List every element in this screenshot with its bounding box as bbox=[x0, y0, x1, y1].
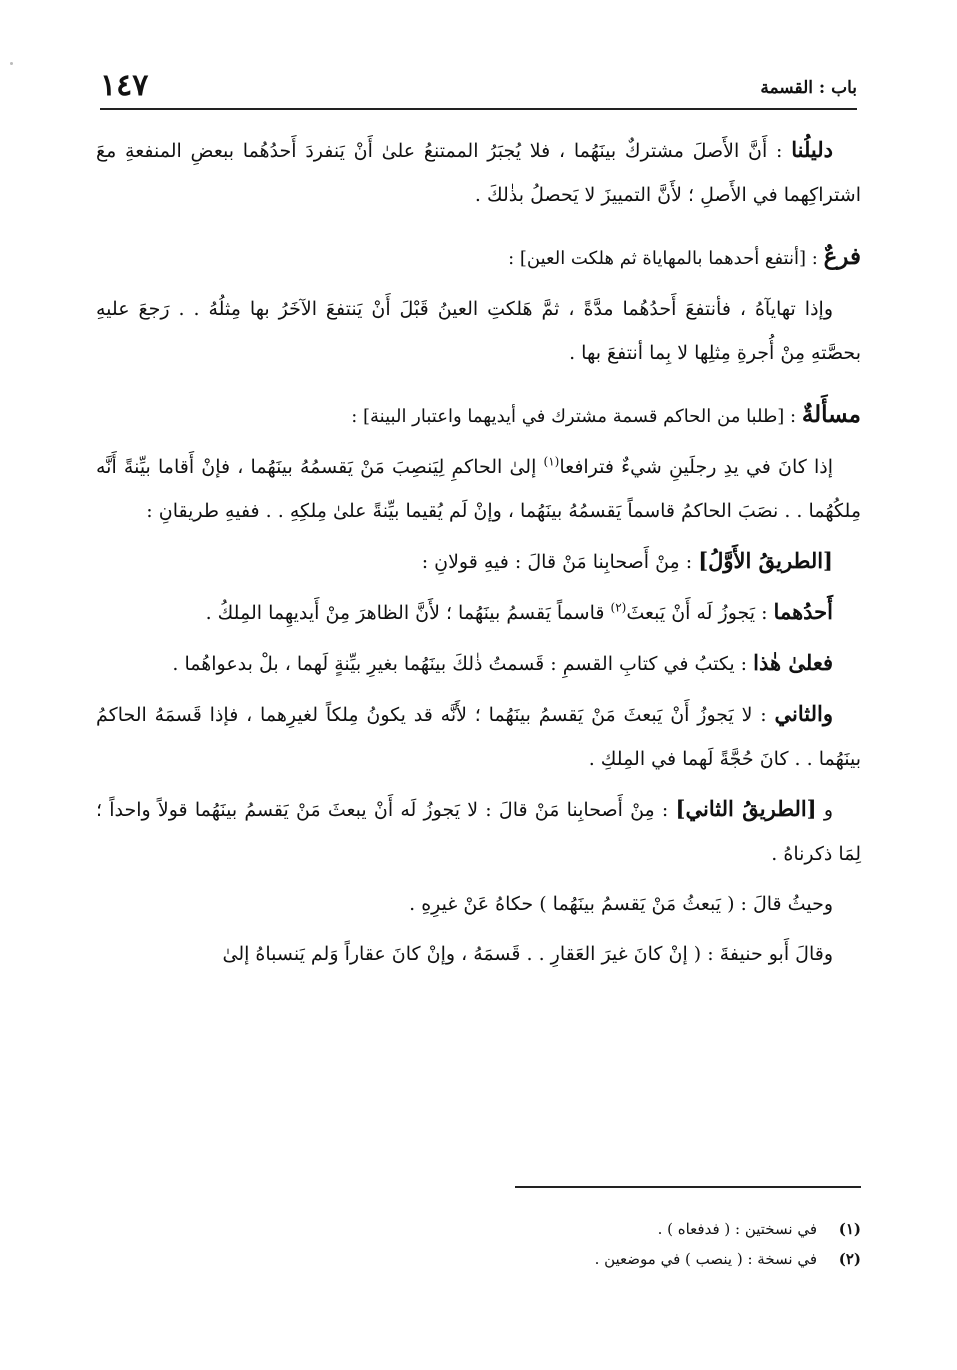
paragraph-second-opinion bbox=[96, 692, 861, 781]
footnote-text: في نسختين : ( فدفعاه ) . bbox=[657, 1220, 817, 1238]
section-title: : [أنتفع أحدهما بالمهاياة ثم هلكت العين] : bbox=[508, 248, 824, 269]
paragraph-muhayaa bbox=[96, 287, 861, 375]
keyword-first-way: [الطريقُ الأَوَّلُ] bbox=[698, 548, 833, 573]
chapter-title: باب : القسمة bbox=[760, 78, 857, 98]
paragraph-text: : مِنْ أَصحابِنا مَنْ قالَ : فيهِ قولانِ : bbox=[421, 551, 699, 573]
paragraph-two-men bbox=[96, 445, 861, 533]
page-header bbox=[100, 68, 857, 110]
keyword-daliluna: دليلُنا bbox=[791, 137, 833, 162]
footnote-2 bbox=[96, 1244, 861, 1274]
keyword-masala: مسأَلةٌ bbox=[801, 401, 861, 428]
footnote-number: (٢) bbox=[838, 1250, 861, 1268]
footnote-divider bbox=[515, 1186, 861, 1188]
paragraph-text: قاسماً يَقسمُ بينَهُما ؛ لأَنَّ الظاهرَ مِنْ أَيديهِما المِلكُ . bbox=[205, 602, 611, 624]
page-body bbox=[96, 128, 861, 982]
paragraph-evidence bbox=[96, 128, 861, 217]
keyword-first-opinion: أَحدُهما bbox=[773, 599, 833, 624]
footnote-1 bbox=[96, 1214, 861, 1244]
scan-speck bbox=[10, 62, 13, 65]
paragraph-text: : يَجوزُ لَه أَنْ يَبعثَ bbox=[626, 602, 774, 624]
paragraph-text: : أَنَّ الأَصلَ مشتركٌ بينَهُما ، فلا يُجبَرُ الممتنعُ علىٰ أَنْ يَنفردَ أَحدُهُما ببعضِ المنفعةِ معَ اشتراكِهما في الأَصلِ ؛ لأَنَّ التمييزَ لا يَحصلُ بذٰلكَ . bbox=[96, 140, 861, 206]
paragraph-first-way bbox=[96, 539, 861, 584]
paragraph-second-way bbox=[96, 787, 861, 876]
paragraph-text: وإذا تهايآهُ ، فأنتفعَ أَحدُهُما مدَّةً ، ثمَّ هَلكتِ العينُ قَبْلَ أَنْ يَنتفعَ الآخَرُ بها مِثلُهُ . . رَجعَ عليهِ بحصَّتهِ مِنْ أُجرةِ مِثلِها لا بِما أنتفعَ بها . bbox=[96, 298, 861, 364]
section-title: : [طلبا من الحاكم قسمة مشترك في أيديهما واعتبار البينة] : bbox=[351, 406, 802, 427]
paragraph-first-opinion bbox=[96, 590, 861, 635]
paragraph-where-said bbox=[96, 882, 861, 926]
paragraph-text: إلىٰ الحاكمِ لِيَنصِبَ مَنْ يَقسمُهُ بينَهُما ، فإنْ أَقاما بيِّنةً أَنَّه مِلكُهُما . . نصَبَ الحاكمُ قاسماً يَقسمُهُ بينَهُما ، وإنْ لَم يُقيما بيِّنةً علىٰ مِلكِهِ . . ففيهِ طريقانِ : bbox=[96, 456, 861, 522]
paragraph-abu-hanifa bbox=[96, 932, 861, 976]
keyword-second-opinion: والثاني bbox=[774, 701, 833, 726]
footnote-text: في نسخة : ( ينصب ) في موضعين . bbox=[594, 1250, 817, 1268]
keyword-far: فرعٌ bbox=[823, 243, 861, 270]
paragraph-accordingly bbox=[96, 641, 861, 686]
page-number: ١٤٧ bbox=[100, 68, 149, 103]
keyword-second-way: [الطريقُ الثاني] bbox=[675, 796, 817, 821]
section-masala bbox=[96, 393, 861, 439]
paragraph-text: وقالَ أَبو حنيفةَ : ( إنْ كانَ غيرَ العَقارِ . . قَسمَهُ ، وإنْ كانَ عقاراً وَلم يَنسباهُ إلىٰ bbox=[222, 943, 833, 965]
footnote-marker-1[interactable]: (١) bbox=[543, 454, 560, 469]
paragraph-text: : لا يَجوزُ أَنْ يَبعثَ مَنْ يَقسمُ بينَهُما ؛ لأَنَّه قد يكونُ مِلكاً لغيرِهما ، فإذا قَسمَهُ الحاكمُ بينَهُما . . كانَ حُجَّةً لَهما في المِلكِ . bbox=[96, 704, 861, 770]
keyword-accordingly: فعلىٰ هٰذا bbox=[753, 650, 833, 675]
footnote-marker-2[interactable]: (٢) bbox=[610, 600, 627, 615]
footnote-number: (١) bbox=[838, 1220, 861, 1238]
paragraph-lead: و bbox=[816, 799, 834, 821]
paragraph-text: وحيثُ قالَ : ( يَبعثُ مَنْ يَقسمُ بينَهُما ) حكاهُ عَنْ غيرِهِ . bbox=[409, 893, 833, 915]
paragraph-text: : مِنْ أَصحابِنا مَنْ قالَ : لا يَجوزُ لَه أَنْ يبعثَ مَنْ يَقسمُ بينَهُما قولاً واحداً ؛ لِمَا ذكرناهُ . bbox=[96, 799, 861, 865]
footnotes bbox=[96, 1214, 861, 1274]
paragraph-text: : يكتبُ في كتابِ القسمِ : قَسمتُ ذٰلكَ بينَهُما بغيرِ بيِّنةٍ لَهما ، بلْ بدعواهُما . bbox=[172, 653, 754, 675]
section-far bbox=[96, 235, 861, 281]
paragraph-text: إذا كانَ في يدِ رجلَينِ شيءٌ فترافعا bbox=[559, 456, 833, 478]
